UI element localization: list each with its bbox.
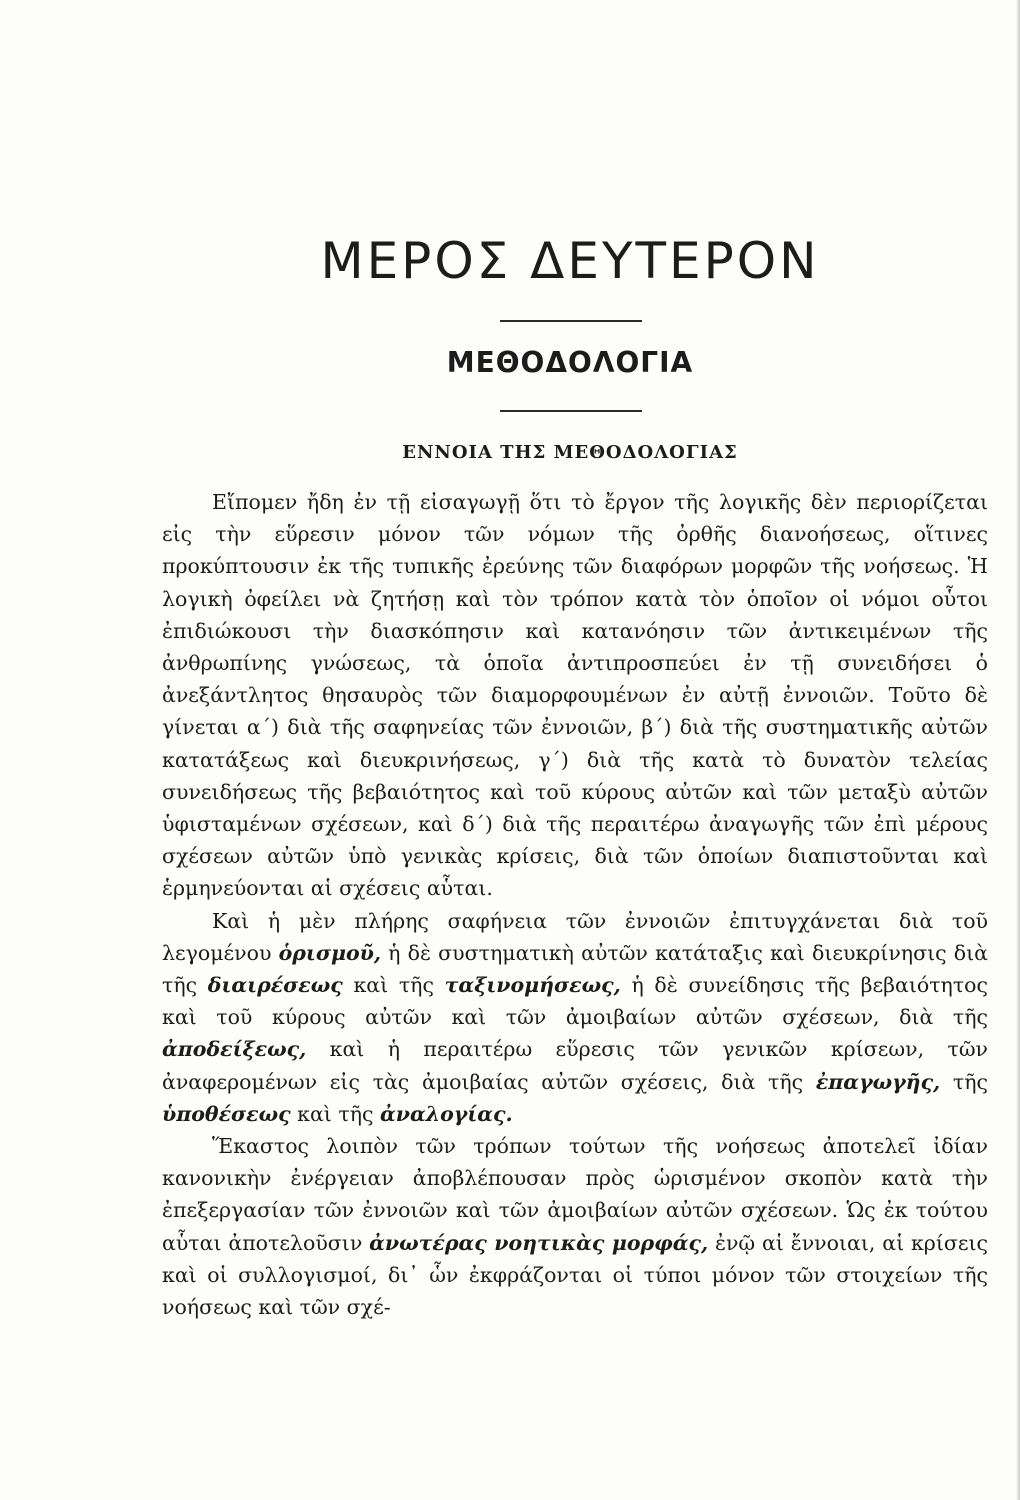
text-run: καὶ τῆς <box>342 973 445 998</box>
title-divider-top <box>500 320 642 322</box>
emphasized-term: διαιρέσεως <box>207 973 343 998</box>
title-divider-bottom <box>500 410 642 412</box>
emphasized-term: ταξινομήσεως, <box>444 973 621 998</box>
paragraph <box>162 905 988 1130</box>
text-run: ἐνῷ αἱ ἔννοιαι, αἱ κρίσεις καὶ οἱ συλλογισμοί, δι᾽ ὧν ἐκφράζονται οἱ τύποι μόνον τῶν στοιχείων τῆς νοήσεως καὶ τῶν σχέ- <box>162 1230 988 1320</box>
emphasized-term: ὑποθέσεως <box>162 1101 291 1126</box>
page-edge-shadow <box>1016 0 1020 1500</box>
body-text <box>162 486 988 1323</box>
text-run: Εἴπομεν ἤδη ἐν τῇ εἰσαγωγῇ ὅτι τὸ ἔργον τῆς λογικῆς δὲν περιορίζεται εἰς τὴν εὕρεσιν μόνον τῶν νόμων τῆς ὀρθῆς διανοήσεως, οἵτινες προκύπτουσιν ἐκ τῆς τυπικῆς ἐρεύνης τῶν διαφόρων μορφῶν τῆς νοήσεως. Ἡ λογικὴ ὀφείλει νὰ ζητήσῃ καὶ τὸν τρόπον κατὰ τὸν ὁποῖον οἱ νόμοι οὗτοι ἐπιδιώκουσι τὴν διασκόπησιν καὶ κατανόησιν τῶν ἀντικειμένων τῆς ἀνθρωπίνης γνώσεως, τὰ ὁποῖα ἀντιπροσπεύει ἐν τῇ συνειδήσει ὁ ἀνεξάντλητος θησαυρὸς τῶν διαμορφουμένων ἐν αὐτῇ ἐννοιῶν. Τοῦτο δὲ γίνεται α΄) διὰ τῆς σαφηνείας τῶν ἐννοιῶν, β΄) διὰ τῆς συστηματικῆς αὐτῶν κατατάξεως καὶ διευκρινήσεως, γ΄) διὰ τῆς κατὰ τὸ δυνατὸν τελείας συνειδήσεως τῆς βεβαιότητος καὶ τοῦ κύρους αὐτῶν καὶ τῶν μεταξὺ αὐτῶν ὑφισταμένων σχέσεων, καὶ δ΄) διὰ τῆς περαιτέρω ἀναγωγῆς τῶν ἐπὶ μέρους σχέσεων αὐτῶν ὑπὸ γενικὰς κρίσεις, διὰ τῶν ὁποίων διαπιστοῦνται καὶ ἑρμηνεύονται αἱ σχέσεις αὗται. <box>162 490 988 901</box>
section-heading: ΕΝΝΟΙΑ ΤΗΣ ΜΕΘΟΔΟΛΟΓΙΑΣ <box>402 442 738 463</box>
emphasized-term: ἐπαγωγῆς, <box>815 1069 941 1094</box>
text-run: ἡ δὲ συνείδησις τῆς βεβαιότητος καὶ τοῦ κύρους αὐτῶν καὶ τῶν ἀμοιβαίων αὐτῶν σχέσεων, διὰ τῆς <box>162 973 988 1030</box>
text-run: καὶ τῆς <box>290 1101 380 1126</box>
emphasized-term: ἀναλογίας. <box>379 1101 513 1126</box>
text-run: Καὶ ἡ μὲν πλήρης σαφήνεια τῶν ἐννοιῶν ἐπιτυγχάνεται διὰ τοῦ λεγομένου <box>162 908 988 965</box>
part-title: ΜΕΡΟΣ ΔΕΥΤΕΡΟΝ <box>320 232 820 290</box>
part-subtitle: ΜΕΘΟΔΟΛΟΓΙΑ <box>446 346 694 379</box>
emphasized-term: ὁρισμοῦ, <box>278 940 381 965</box>
paragraph <box>162 1130 988 1323</box>
text-run: τῆς <box>940 1069 988 1094</box>
text-run: καὶ ἡ περαιτέρω εὕρεσις τῶν γενικῶν κρίσεων, τῶν ἀναφερομένων εἰς τὰς ἀμοιβαίας αὐτῶν σχέσεις, διὰ τῆς <box>162 1037 988 1094</box>
text-run: ἡ δὲ συστηματικὴ αὐτῶν κατάταξις καὶ διευκρίνησις διὰ τῆς <box>162 940 989 998</box>
emphasized-term: ἀποδείξεως, <box>162 1037 307 1062</box>
text-run: Ἕκαστος λοιπὸν τῶν τρόπων τούτων τῆς νοήσεως ἀποτελεῖ ἰδίαν κανονικὴν ἐνέργειαν ἀποβλέπουσαν πρὸς ὡρισμένον σκοπὸν κατὰ τὴν ἐπεξεργασίαν τῶν ἐννοιῶν καὶ τῶν ἀμοιβαίων αὐτῶν σχέσεων. Ὡς ἐκ τούτου αὗται ἀποτελοῦσιν <box>162 1134 988 1255</box>
emphasized-term: ἀνωτέρας νοητικὰς μορφάς, <box>369 1230 709 1255</box>
paragraph <box>162 486 988 905</box>
